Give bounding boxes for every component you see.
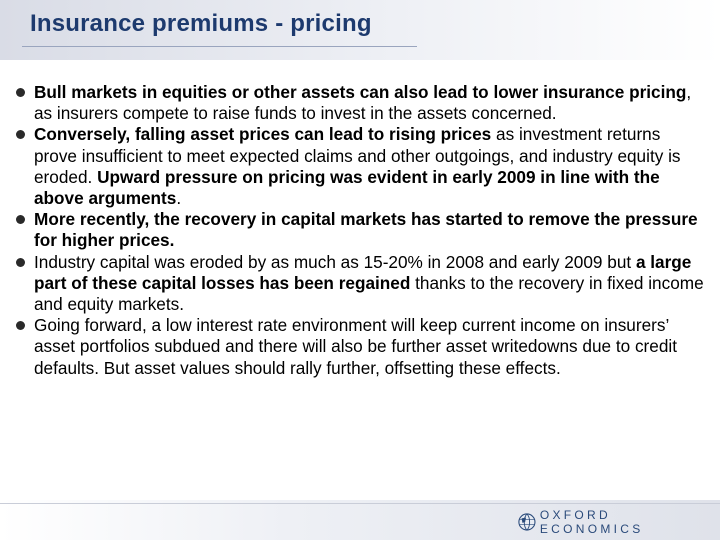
bullet-item — [16, 252, 706, 316]
bullet-bold-text: Upward pressure on pricing was evident in early 2009 in line with the above arguments — [34, 166, 660, 209]
bullet-text — [34, 124, 681, 208]
bullet-dot-icon — [16, 321, 25, 330]
bullet-dot-icon — [16, 258, 25, 267]
title-bar — [0, 0, 720, 60]
bullet-plain-text: , as insurers compete to raise funds to invest in the assets concerned. — [34, 82, 692, 124]
bullet-item — [16, 82, 706, 124]
bullet-plain-text: Going forward, a low interest rate environment will keep current income on insurers’ asset portfolios subdued and there will also be further asset writedowns due to credit defaults. But asset values should rally further, offsetting these effects. — [34, 315, 677, 378]
bullet-item — [16, 209, 706, 251]
bullet-list — [16, 82, 706, 379]
slide-title: Insurance premiums - pricing — [30, 10, 372, 37]
bullet-plain-text: . — [176, 188, 182, 209]
bullet-plain-text: thanks to the recovery in fixed income and equity markets. — [34, 272, 704, 315]
bullet-text — [34, 252, 704, 314]
bullet-text — [34, 209, 698, 250]
bullet-text — [34, 315, 677, 377]
bullet-bold-text: a large part of these capital losses has been regained — [34, 251, 692, 293]
bullet-dot-icon — [16, 88, 25, 97]
bullet-bold-text: Conversely, falling asset prices can lead to rising prices — [34, 124, 492, 145]
bullet-dot-icon — [16, 215, 25, 224]
bullet-bold-text: Bull markets in equities or other assets can also lead to lower insurance pricing — [34, 82, 687, 102]
globe-icon — [518, 513, 536, 531]
title-underline — [22, 46, 417, 47]
bullet-plain-text: as investment returns prove insufficient to meet expected claims and other outgoings, and industry equity is eroded. — [34, 124, 681, 187]
bullet-text — [34, 82, 691, 123]
oxford-economics-logo — [518, 508, 720, 536]
logo-wordmark: OXFORD ECONOMICS — [539, 508, 644, 536]
bullet-item — [16, 124, 706, 209]
bullet-dot-icon — [16, 130, 25, 139]
bullet-item — [16, 315, 706, 379]
footer-divider — [0, 503, 720, 504]
bullet-bold-text: More recently, the recovery in capital markets has started to remove the pressure for higher prices. — [34, 209, 698, 251]
bullet-plain-text: Industry capital was eroded by as much as 15-20% in 2008 and early 2009 but — [34, 251, 636, 272]
